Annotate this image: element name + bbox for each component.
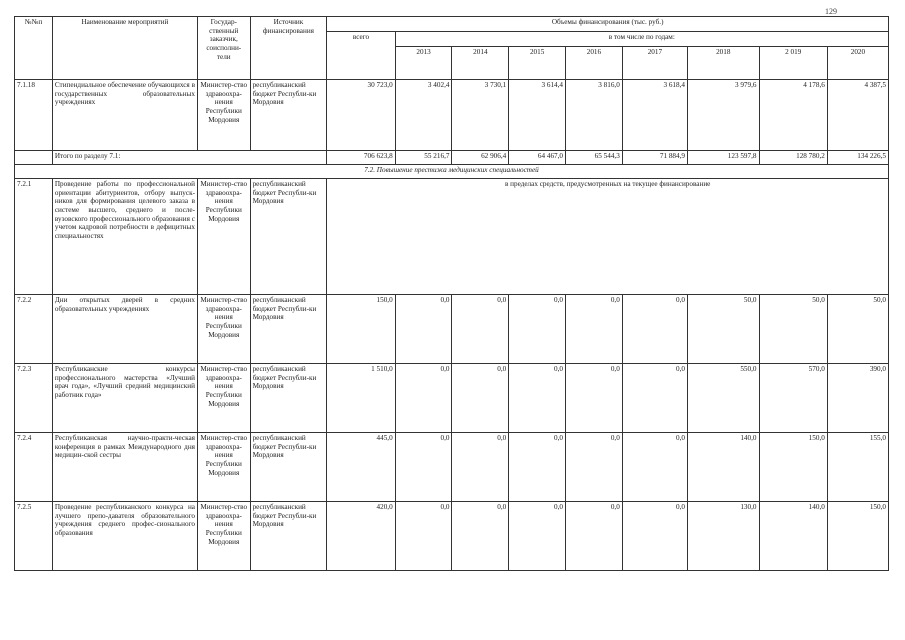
- row-year-value: 0,0: [452, 502, 509, 571]
- year-header: 2013: [395, 47, 452, 80]
- row-num: 7.2.4: [15, 433, 53, 502]
- row-customer: Министер-ство здравоохра-нения Республики Мордовия: [197, 179, 250, 295]
- row-year-value: 50,0: [759, 295, 827, 364]
- row-year-value: 0,0: [622, 433, 687, 502]
- row-year-value: 0,0: [509, 295, 566, 364]
- row-source: республиканский бюджет Республи-ки Мордовия: [250, 364, 327, 433]
- row-year-value: 130,0: [688, 502, 760, 571]
- row-source: республиканский бюджет Республи-ки Мордовия: [250, 80, 327, 151]
- row-name: Проведение работы по профессиональной ориентации абитуриентов, отбору выпуск-ников для формирования целевого заказа в системе высшего, среднего и после-вузовского профессионального образования с учетом кадровой потребности в дефицитных специальностях: [52, 179, 197, 295]
- row-year-value: 570,0: [759, 364, 827, 433]
- row-year-value: 3 816,0: [566, 80, 623, 151]
- subtotal-year-value: 71 884,9: [622, 151, 687, 165]
- table-row: [15, 364, 889, 433]
- row-year-value: 155,0: [827, 433, 888, 502]
- header-event: Наименование мероприятий: [52, 17, 197, 80]
- row-total: 445,0: [327, 433, 395, 502]
- row-year-value: 50,0: [688, 295, 760, 364]
- row-customer: Министер-ство здравоохра-нения Республики Мордовия: [197, 364, 250, 433]
- row-year-value: 0,0: [395, 364, 452, 433]
- row-year-value: 3 730,1: [452, 80, 509, 151]
- row-funding-note: в пределах средств, предусмотренных на текущее финансирование: [327, 179, 889, 295]
- year-header: 2014: [452, 47, 509, 80]
- row-year-value: 4 387,5: [827, 80, 888, 151]
- row-total: 420,0: [327, 502, 395, 571]
- row-name: Дни открытых дверей в средних образовательных учреждениях: [52, 295, 197, 364]
- row-year-value: 0,0: [509, 433, 566, 502]
- section-title: 7.2. Повышение престижа медицинских специальностей: [15, 165, 889, 179]
- row-year-value: 3 402,4: [395, 80, 452, 151]
- table-row: [15, 80, 889, 151]
- row-year-value: 150,0: [759, 433, 827, 502]
- row-year-value: 0,0: [452, 295, 509, 364]
- subtotal-num-cell: [15, 151, 53, 165]
- row-customer: Министер-ство здравоохра-нения Республики Мордовия: [197, 433, 250, 502]
- header-by-years: в том числе по годам:: [395, 32, 888, 47]
- row-name: Проведение республиканского конкурса на лучшего препо-давателя образовательного учреждения среднего профес-сионального образования: [52, 502, 197, 571]
- row-num: 7.2.1: [15, 179, 53, 295]
- table-row: [15, 295, 889, 364]
- row-year-value: 0,0: [566, 364, 623, 433]
- row-source: республиканский бюджет Республи-ки Мордовия: [250, 502, 327, 571]
- row-year-value: 0,0: [452, 433, 509, 502]
- row-customer: Министер-ство здравоохра-нения Республики Мордовия: [197, 502, 250, 571]
- row-total: 1 510,0: [327, 364, 395, 433]
- year-header: 2018: [688, 47, 760, 80]
- row-total: 30 723,0: [327, 80, 395, 151]
- year-header: 2020: [827, 47, 888, 80]
- subtotal-year-value: 128 780,2: [759, 151, 827, 165]
- header-volumes: Объемы финансирования (тыс. руб.): [327, 17, 889, 32]
- table-row: [15, 179, 889, 295]
- row-total: 150,0: [327, 295, 395, 364]
- row-year-value: 4 178,6: [759, 80, 827, 151]
- row-customer: Министер-ство здравоохра-нения Республики Мордовия: [197, 80, 250, 151]
- header-total: всего: [327, 32, 395, 80]
- row-year-value: 0,0: [622, 295, 687, 364]
- row-year-value: 550,0: [688, 364, 760, 433]
- row-num: 7.2.5: [15, 502, 53, 571]
- subtotal-year-value: 64 467,0: [509, 151, 566, 165]
- subtotal-year-value: 65 544,3: [566, 151, 623, 165]
- year-header: 2 019: [759, 47, 827, 80]
- header-num: №№п: [15, 17, 53, 80]
- row-name: Республиканская научно-практи-ческая конференция в рамках Международного дня медицин-ской сестры: [52, 433, 197, 502]
- row-num: 7.2.3: [15, 364, 53, 433]
- subtotal-year-value: 134 226,5: [827, 151, 888, 165]
- subtotal-year-value: 62 906,4: [452, 151, 509, 165]
- row-year-value: 150,0: [827, 502, 888, 571]
- row-year-value: 50,0: [827, 295, 888, 364]
- year-header: 2016: [566, 47, 623, 80]
- row-year-value: 0,0: [452, 364, 509, 433]
- row-year-value: 0,0: [509, 364, 566, 433]
- table-row: [15, 433, 889, 502]
- subtotal-year-value: 123 597,8: [688, 151, 760, 165]
- row-year-value: 140,0: [759, 502, 827, 571]
- row-year-value: 0,0: [395, 502, 452, 571]
- row-source: республиканский бюджет Республи-ки Мордовия: [250, 179, 327, 295]
- table-row: [15, 502, 889, 571]
- row-year-value: 0,0: [622, 502, 687, 571]
- row-source: республиканский бюджет Республи-ки Мордовия: [250, 295, 327, 364]
- year-header: 2017: [622, 47, 687, 80]
- header-source: Источник финансирования: [250, 17, 327, 80]
- row-year-value: 0,0: [566, 502, 623, 571]
- financing-table: [14, 16, 889, 571]
- row-year-value: 140,0: [688, 433, 760, 502]
- row-year-value: 0,0: [509, 502, 566, 571]
- row-year-value: 3 618,4: [622, 80, 687, 151]
- row-source: республиканский бюджет Республи-ки Мордовия: [250, 433, 327, 502]
- row-name: Стипендиальное обеспечение обучающихся в государственных образовательных учреждениях: [52, 80, 197, 151]
- row-year-value: 0,0: [395, 295, 452, 364]
- row-customer: Министер-ство здравоохра-нения Республики Мордовия: [197, 295, 250, 364]
- year-header: 2015: [509, 47, 566, 80]
- subtotal-year-value: 55 216,7: [395, 151, 452, 165]
- header-customer: Государ-ственный заказчик, соисполни-тели: [197, 17, 250, 80]
- page-number: 129: [825, 7, 837, 16]
- row-num: 7.2.2: [15, 295, 53, 364]
- row-year-value: 0,0: [566, 433, 623, 502]
- row-year-value: 0,0: [566, 295, 623, 364]
- row-year-value: 0,0: [622, 364, 687, 433]
- row-year-value: 3 614,4: [509, 80, 566, 151]
- row-name: Республиканские конкурсы профессионального мастерства «Лучший врач года», «Лучший средний медицинский работник года»: [52, 364, 197, 433]
- row-year-value: 0,0: [395, 433, 452, 502]
- row-year-value: 3 979,6: [688, 80, 760, 151]
- row-year-value: 390,0: [827, 364, 888, 433]
- subtotal-row: [15, 151, 889, 165]
- subtotal-total: 706 623,8: [327, 151, 395, 165]
- subtotal-label: Итого по разделу 7.1:: [52, 151, 326, 165]
- row-num: 7.1.18: [15, 80, 53, 151]
